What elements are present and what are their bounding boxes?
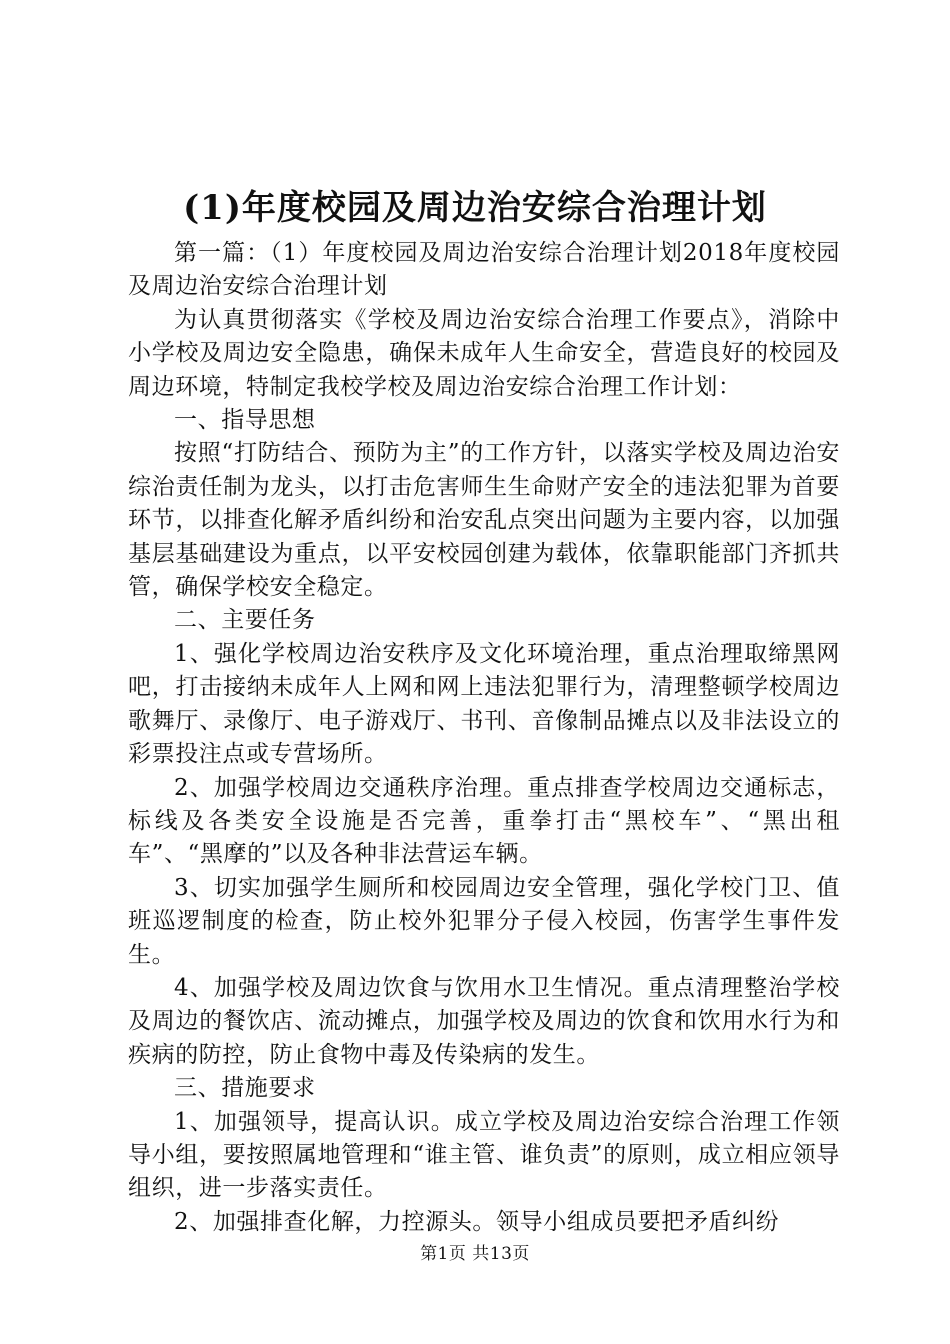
- paragraph-task-4: 4、加强学校及周边饮食与饮用水卫生情况。重点清理整治学校及周边的餐饮店、流动摊点，加强学校及周边的饮食和饮用水行为和疾病的防控，防止食物中毒及传染病的发生。: [128, 974, 840, 1068]
- document-body: [128, 237, 840, 1239]
- paragraph-task-3: 3、切实加强学生厕所和校园周边安全管理，强化学校门卫、值班巡逻制度的检查，防止校外犯罪分子侵入校园，伤害学生事件发生。: [128, 874, 840, 968]
- paragraph-task-1: 1、强化学校周边治安秩序及文化环境治理，重点治理取缔黑网吧，打击接纳未成年人上网和网上违法犯罪行为，清理整顿学校周边歌舞厅、录像厅、电子游戏厅、书刊、音像制品摊点以及非法设立的彩票投注点或专营场所。: [128, 640, 840, 768]
- page-footer: 第1页 共13页: [420, 1244, 530, 1264]
- paragraph-chapter-heading: 第一篇：（1）年度校园及周边治安综合治理计划2018年度校园及周边治安综合治理计划: [128, 240, 840, 300]
- section-heading-measures: 三、措施要求: [174, 1075, 316, 1102]
- document-title: (1)年度校园及周边治安综合治理计划: [183, 188, 767, 228]
- paragraph-measure-1: 1、加强领导，提高认识。成立学校及周边治安综合治理工作领导小组，要按照属地管理和“谁主管、谁负责”的原则，成立相应领导组织，进一步落实责任。: [128, 1108, 840, 1202]
- section-heading-guiding-thought: 一、指导思想: [174, 407, 316, 434]
- paragraph-intro: 为认真贯彻落实《学校及周边治安综合治理工作要点》，消除中小学校及周边安全隐患，确保未成年人生命安全，营造良好的校园及周边环境，特制定我校学校及周边治安综合治理工作计划：: [128, 306, 840, 400]
- section-heading-main-tasks: 二、主要任务: [174, 607, 316, 634]
- paragraph-guiding-thought: 按照“打防结合、预防为主”的工作方针，以落实学校及周边治安综治责任制为龙头，以打击危害师生生命财产安全的违法犯罪为首要环节，以排查化解矛盾纠纷和治安乱点突出问题为主要内容，以加强基层基础建设为重点，以平安校园创建为载体，依靠职能部门齐抓共管，确保学校安全稳定。: [128, 440, 840, 601]
- paragraph-task-2: 2、加强学校周边交通秩序治理。重点排查学校周边交通标志，标线及各类安全设施是否完善，重拳打击“黑校车”、“黑出租车”、“黑摩的”以及各种非法营运车辆。: [128, 774, 840, 868]
- paragraph-measure-2: 2、加强排查化解，力控源头。领导小组成员要把矛盾纠纷: [174, 1208, 780, 1235]
